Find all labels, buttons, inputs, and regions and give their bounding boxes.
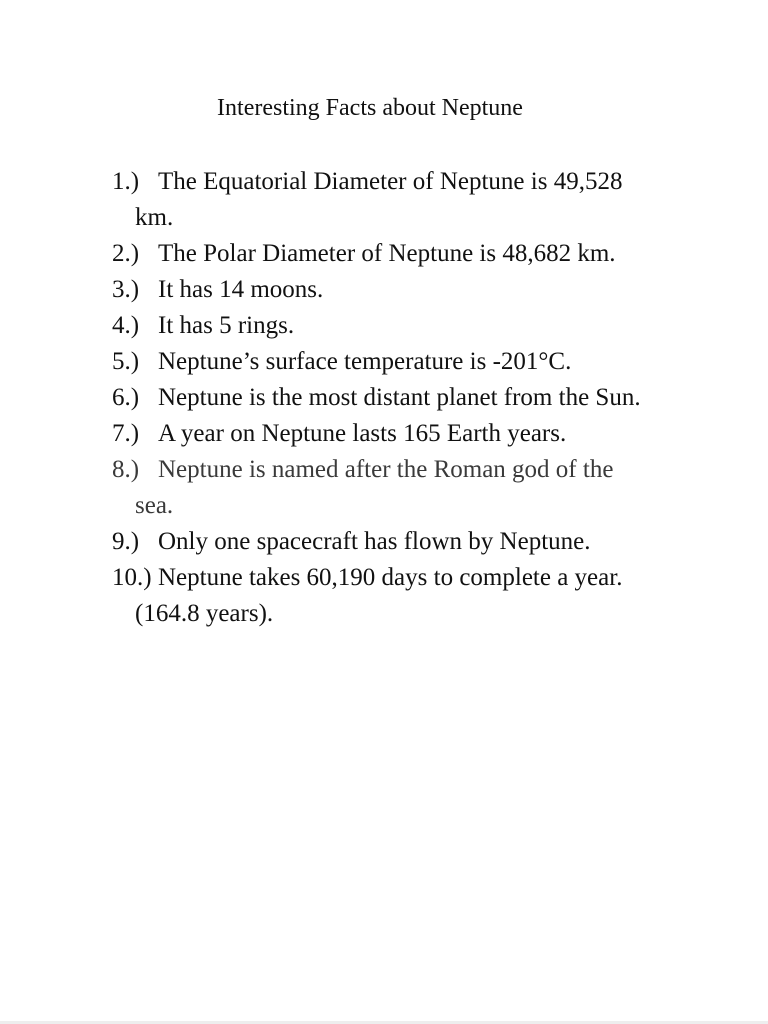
list-item-text xyxy=(135,560,712,632)
list-item-text: Neptune’s surface temperature is -201°C. xyxy=(158,348,572,375)
list-item-text: It has 14 moons. xyxy=(158,276,324,303)
list-item xyxy=(112,164,712,236)
list-item-number: 3.) xyxy=(112,276,140,303)
list-item xyxy=(112,308,712,344)
list-item xyxy=(112,380,712,416)
list-item-number: 7.) xyxy=(112,420,140,447)
list-item xyxy=(112,236,712,272)
list-item-number: 5.) xyxy=(112,348,140,375)
list-item-text xyxy=(135,164,712,236)
list-item-number: 6.) xyxy=(112,384,140,411)
list-item-continuation: km. xyxy=(135,204,174,231)
page-title: Interesting Facts about Neptune xyxy=(217,95,523,121)
list-item-line: Neptune takes 60,190 days to complete a year. xyxy=(158,564,623,591)
list-item xyxy=(112,452,712,524)
list-item xyxy=(112,416,712,452)
list-item-number: 2.) xyxy=(112,240,140,267)
list-item-text: Only one spacecraft has flown by Neptune. xyxy=(158,528,591,555)
list-item-continuation: (164.8 years). xyxy=(135,600,274,627)
list-item-continuation: sea. xyxy=(135,492,174,519)
list-item-number: 4.) xyxy=(112,312,140,339)
list-item-line: Neptune is named after the Roman god of the xyxy=(158,456,614,483)
list-item-line: The Equatorial Diameter of Neptune is 49,528 xyxy=(158,168,623,195)
list-item-number: 10.) xyxy=(112,564,152,591)
list-item-text: Neptune is the most distant planet from the Sun. xyxy=(158,384,641,411)
list-item xyxy=(112,560,712,632)
list-item xyxy=(112,524,712,560)
facts-list xyxy=(112,164,712,632)
list-item-text: A year on Neptune lasts 165 Earth years. xyxy=(158,420,567,447)
list-item-text xyxy=(135,452,712,524)
list-item-text: The Polar Diameter of Neptune is 48,682 km. xyxy=(158,240,616,267)
list-item xyxy=(112,344,712,380)
list-item-text: It has 5 rings. xyxy=(158,312,295,339)
list-item-number: 1.) xyxy=(112,168,140,195)
list-item-number: 9.) xyxy=(112,528,140,555)
list-item xyxy=(112,272,712,308)
list-item-number: 8.) xyxy=(112,456,140,483)
